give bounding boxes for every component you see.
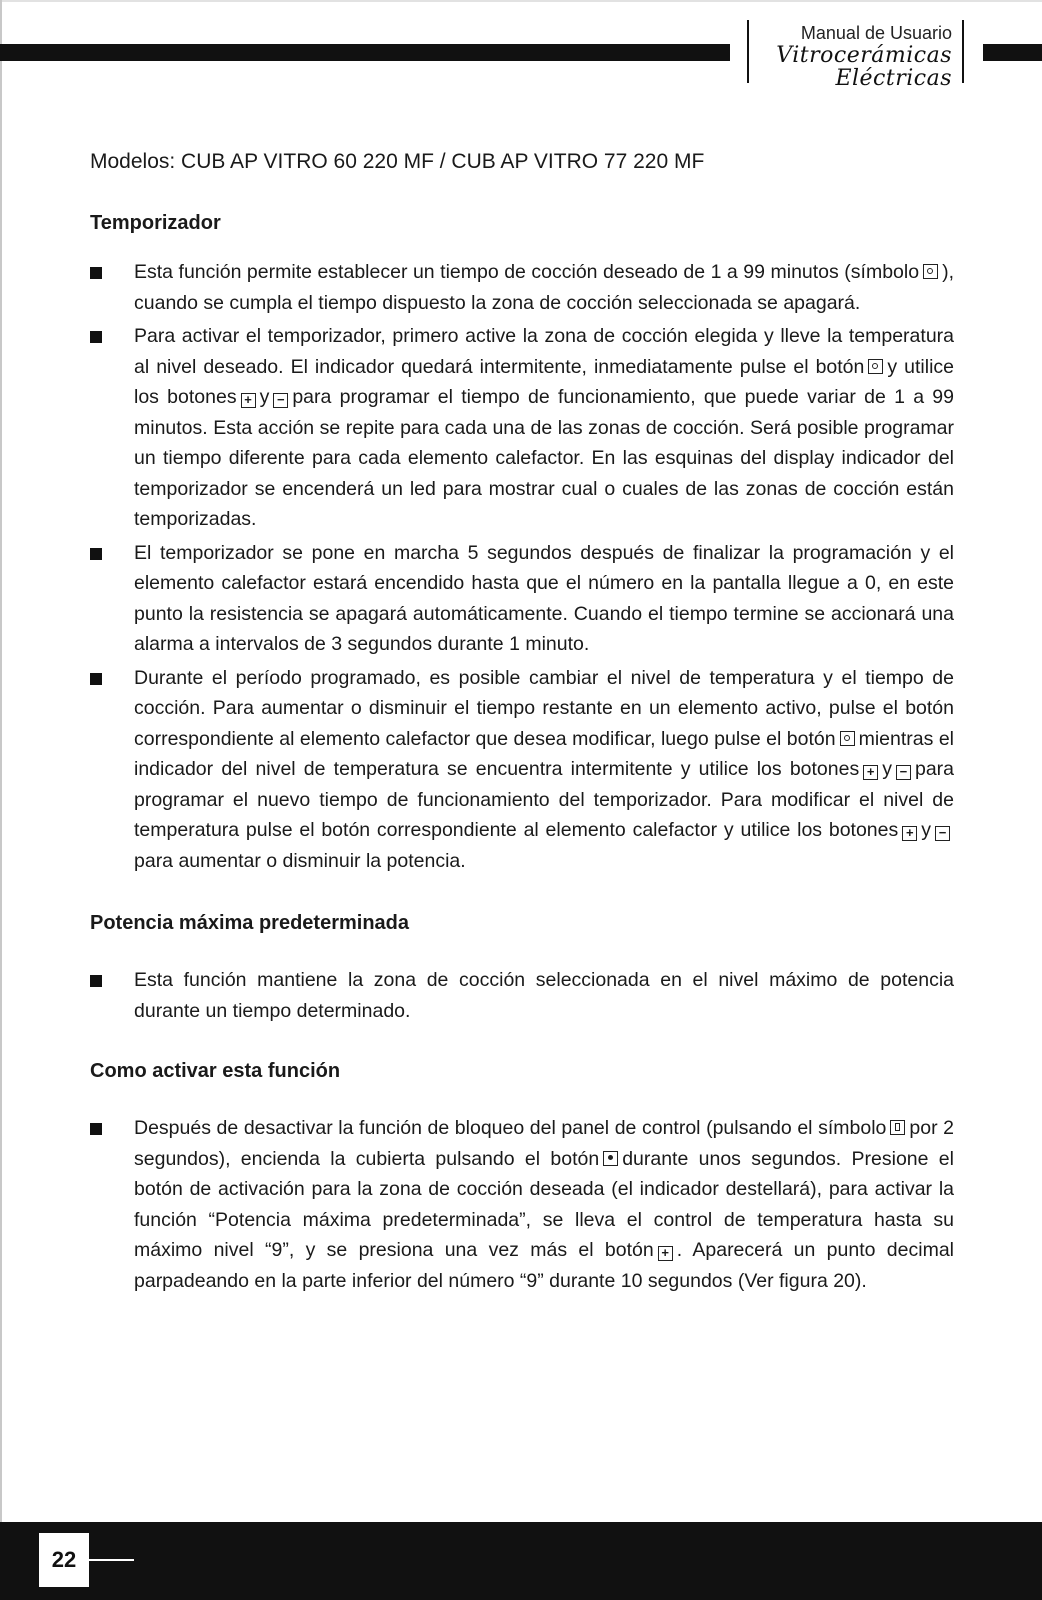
bullet-text: para aumentar o disminuir la potencia.: [134, 849, 466, 872]
plus-icon: +: [658, 1246, 673, 1261]
power-icon: [603, 1151, 618, 1166]
section-heading-activate: Como activar esta función: [90, 1060, 341, 1082]
header-rule-left: [0, 44, 730, 61]
page-content: [90, 148, 954, 1299]
plus-icon: +: [902, 826, 917, 841]
bullet-item: [90, 257, 954, 318]
bullet-text: . Aparecerá un punto decimal parpadeando en la parte inferior del número “9” durante 10 segundos (Ver figura 20).: [134, 1239, 954, 1292]
page-footer-bar: [0, 1522, 1042, 1600]
bullet-text: Después de desactivar la función de bloqueo del panel de control (pulsando el símbolo: [134, 1117, 887, 1139]
bullet-text: Para activar el temporizador, primero active la zona de cocción elegida y lleve la temperatura al nivel deseado. El indicador quedará intermitente, inmediatamente pulse el botón: [134, 325, 954, 378]
bullet-text: mientras el indicador del nivel de temperatura se encuentra intermitente y utilice los botones: [134, 727, 954, 780]
timer-icon: [923, 264, 938, 279]
lock-icon: [890, 1120, 905, 1135]
bullet-text: ), cuando se cumpla el tiempo dispuesto la zona de cocción seleccionada se apagará.: [134, 261, 954, 314]
bullet-text: Esta función mantiene la zona de cocción seleccionada en el nivel máximo de potencia durante un tiempo determinado.: [134, 969, 954, 1022]
header-subtitle-line1: Vitrocerámicas: [776, 43, 952, 68]
bullet-square-icon: [90, 673, 102, 685]
bullet-square-icon: [90, 1123, 102, 1135]
bullet-square-icon: [90, 975, 102, 987]
timer-icon: [868, 359, 883, 374]
header-rule-right: [983, 44, 1042, 61]
minus-icon: −: [273, 393, 288, 408]
bullet-text: y: [882, 758, 892, 780]
section-heading-max-power: Potencia máxima predeterminada: [90, 912, 410, 934]
bullet-text: para programar el nuevo tiempo de funcionamiento del temporizador. Para modificar el nivel de temperatura pulse el botón correspondiente al elemento calefactor y utilice los botones: [134, 758, 954, 841]
bullet-text: y: [921, 819, 931, 841]
bullet-item: [90, 321, 954, 535]
timer-icon: [840, 731, 855, 746]
section-heading-timer: Temporizador: [90, 212, 221, 234]
plus-icon: +: [241, 393, 256, 408]
bullet-item: [90, 538, 954, 660]
bullet-item: [90, 1113, 954, 1296]
minus-icon: −: [896, 765, 911, 780]
page-number: 22: [39, 1533, 89, 1587]
bullet-item: [90, 965, 954, 1026]
plus-icon: +: [863, 765, 878, 780]
running-header: [747, 20, 964, 91]
bullet-text: El temporizador se pone en marcha 5 segundos después de finalizar la programación y el elemento calefactor estará encendido hasta que el número en la pantalla llegue a 0, en este punto la resistencia se apagará automáticamente. Cuando el tiempo termine se accionará una alarma a intervalos de 3 segundos durante 1 minuto.: [134, 541, 954, 655]
header-manual-label: Manual de Usuario: [800, 23, 952, 43]
bullet-text: por 2 segundos), encienda la cubierta pulsando el botón: [134, 1117, 954, 1170]
max-power-bullet-list: [90, 965, 954, 1026]
timer-bullet-list: [90, 257, 954, 876]
bullet-text: y utilice los botones: [134, 355, 954, 408]
bullet-square-icon: [90, 548, 102, 560]
bullet-text: Esta función permite establecer un tiempo de cocción deseado de 1 a 99 minutos (símbolo: [134, 261, 920, 283]
activate-bullet-list: [90, 1113, 954, 1296]
bullet-text: Durante el período programado, es posible cambiar el nivel de temperatura y el tiempo de cocción. Para aumentar o disminuir el tiempo restante en un elemento activo, pulse el botón correspondiente al elemento calefactor que desea modificar, luego pulse el botón: [134, 666, 954, 750]
bullet-square-icon: [90, 267, 102, 279]
minus-icon: −: [935, 826, 950, 841]
header-subtitle-line2: Eléctricas: [835, 66, 952, 91]
bullet-item: [90, 663, 954, 877]
page-top-border: [0, 0, 1042, 2]
bullet-text: para programar el tiempo de funcionamiento, que puede variar de 1 a 99 minutos. Esta acción se repite para cada una de las zonas de cocción. Será posible programar un tiempo diferente para cada elemento calefactor. En las esquinas del display indicador del temporizador se encenderá un led para mostrar cual o cuales de las zonas de cocción están temporizadas.: [134, 386, 954, 530]
bullet-text: y: [259, 386, 270, 408]
page-number-rule: [89, 1559, 134, 1561]
bullet-square-icon: [90, 331, 102, 343]
page-left-border: [0, 0, 2, 1522]
bullet-text: durante unos segundos. Presione el botón de activación para la zona de cocción deseada (el indicador destellará), para activar la función “Potencia máxima predeterminada”, se lleva el control de temperatura hasta su máximo nivel “9”, y se presiona una vez más el botón: [134, 1147, 954, 1261]
models-line: Modelos: CUB AP VITRO 60 220 MF / CUB AP VITRO 77 220 MF: [90, 150, 705, 173]
